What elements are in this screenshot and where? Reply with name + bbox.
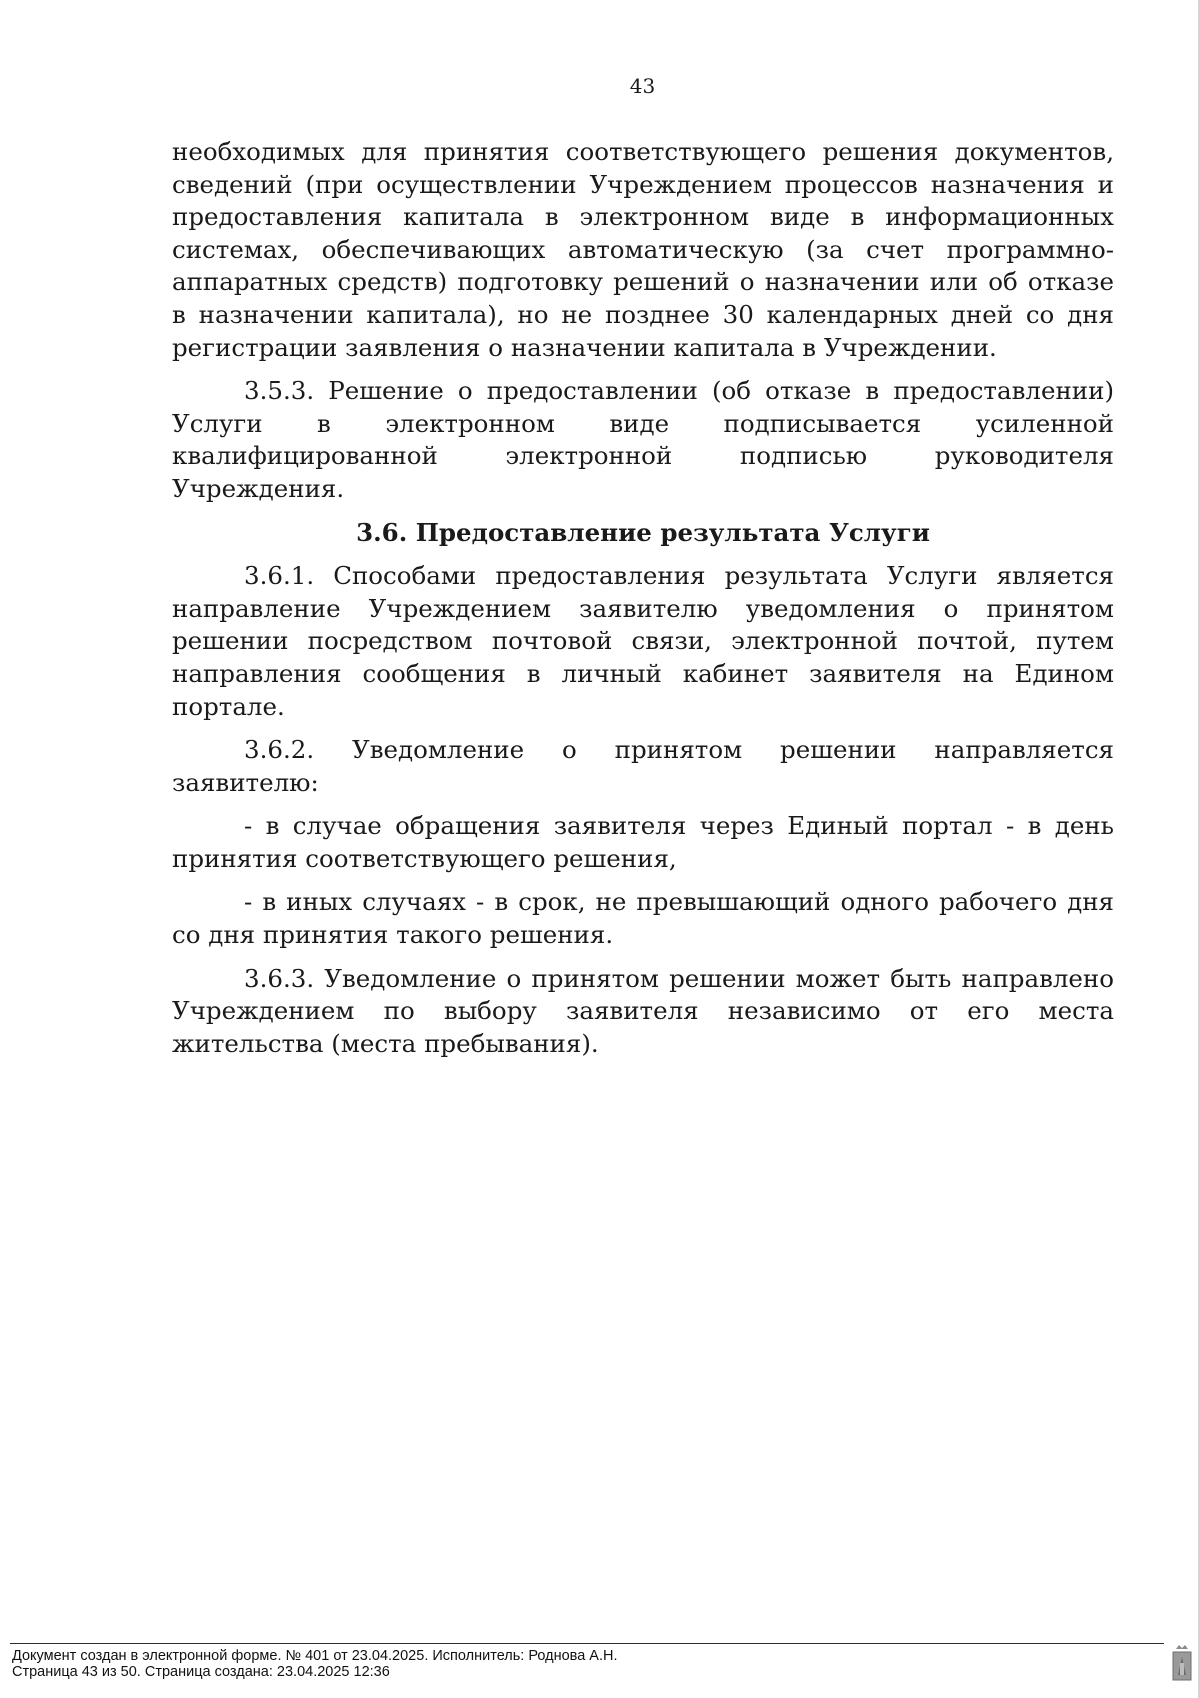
document-footer xyxy=(12,1648,1132,1680)
paragraph-3-5-3: 3.5.3. Решение о предоставлении (об отказе в предоставлении) Услуги в электронном виде подписывается усиленной квалифицированной электронной подписью руководителя Учреждения. xyxy=(172,376,1114,503)
list-item-portal: - в случае обращения заявителя через Единый портал - в день принятия соответствующего решения, xyxy=(172,811,1114,873)
paragraph-3-6-3: 3.6.3. Уведомление о принятом решении может быть направлено Учреждением по выбору заявителя независимо от его места жительства (места пребывания). xyxy=(172,963,1114,1058)
coat-of-arms-icon xyxy=(1170,1643,1194,1683)
paragraph-continuation: необходимых для принятия соответствующего решения документов, сведений (при осуществлении Учреждением процессов назначения и предоставления капитала в электронном виде в информационных системах, обеспечивающих автоматическую (за счет программно-аппаратных средств) подготовку решений о назначении или об отказе в назначении капитала), но не позднее 30 календарных дней со дня регистрации заявления о назначении капитала в Учреждении. xyxy=(172,137,1114,362)
footer-divider xyxy=(10,1643,1164,1644)
list-item-other-cases: - в иных случаях - в срок, не превышающий одного рабочего дня со дня принятия такого решения. xyxy=(172,887,1114,950)
paragraph-3-6-1: 3.6.1. Способами предоставления результата Услуги является направление Учреждением заявителю уведомления о принятом решении посредством почтовой связи, электронной почтой, путем направления сообщения в личный кабинет заявителя на Едином портале. xyxy=(172,561,1114,721)
section-heading-3-6: 3.6. Предоставление результата Услуги xyxy=(356,517,930,547)
footer-document-info: Документ создан в электронной форме. № 401 от 23.04.2025. Исполнитель: Роднова А.Н. xyxy=(12,1648,618,1664)
document-body xyxy=(172,136,1114,1071)
page-number: 43 xyxy=(629,74,656,98)
paragraph-3-6-2: 3.6.2. Уведомление о принятом решении направляется заявителю: xyxy=(172,735,1114,797)
footer-page-info: Страница 43 из 50. Страница создана: 23.04.2025 12:36 xyxy=(12,1664,390,1680)
